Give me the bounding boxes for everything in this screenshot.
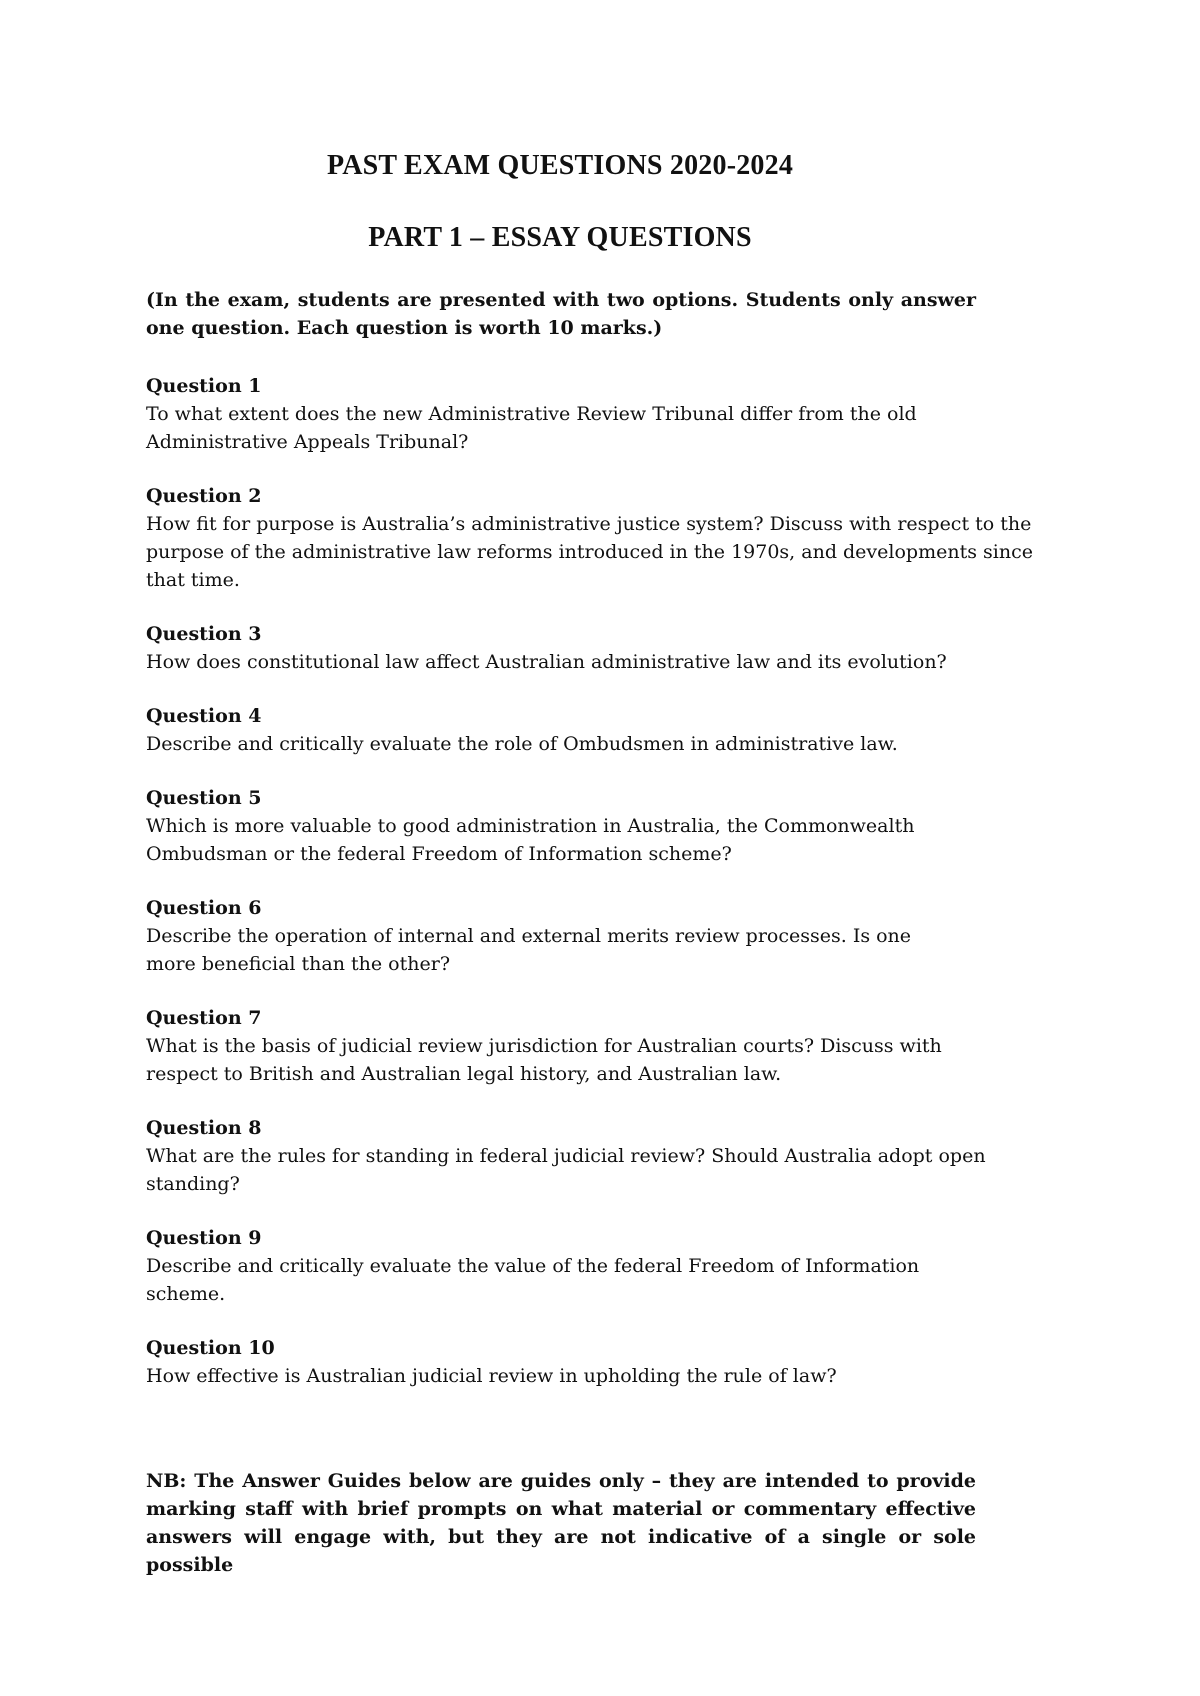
- page-title: PAST EXAM QUESTIONS 2020-2024: [326, 150, 794, 181]
- question-text: How effective is Australian judicial review in upholding the rule of law?: [146, 1365, 837, 1387]
- question-heading: Question 1: [146, 375, 262, 397]
- part-heading: PART 1 – ESSAY QUESTIONS: [368, 222, 752, 253]
- question-text: How fit for purpose is Australia’s administrative justice system? Discuss with respect to the purpose of the administrative law reforms introduced in the 1970s, and developments since that time.: [146, 513, 1033, 591]
- question-item-4: [146, 702, 1076, 758]
- question-heading: Question 7: [146, 1007, 262, 1029]
- question-text: Describe and critically evaluate the role of Ombudsmen in administrative law.: [146, 733, 898, 755]
- question-text: Describe and critically evaluate the value of the federal Freedom of Information scheme.: [146, 1255, 920, 1305]
- question-list: [146, 372, 1076, 1416]
- question-heading: Question 3: [146, 623, 262, 645]
- question-text: How does constitutional law affect Australian administrative law and its evolution?: [146, 651, 947, 673]
- question-item-7: [146, 1004, 1076, 1088]
- question-heading: Question 8: [146, 1117, 262, 1139]
- question-item-8: [146, 1114, 1076, 1198]
- question-item-5: [146, 784, 1076, 868]
- question-text: Which is more valuable to good administration in Australia, the Commonwealth Ombudsman or the federal Freedom of Information scheme?: [146, 815, 915, 865]
- question-item-9: [146, 1224, 1076, 1308]
- answer-guide-note: NB: The Answer Guides below are guides only – they are intended to provide marking staff with brief prompts on what material or commentary effective answers will engage with, but they are not indicative of a single or sole possible: [146, 1470, 976, 1576]
- question-text: What is the basis of judicial review jurisdiction for Australian courts? Discuss with respect to British and Australian legal history, and Australian law.: [146, 1035, 942, 1085]
- question-item-1: [146, 372, 1076, 456]
- question-text: To what extent does the new Administrative Review Tribunal differ from the old Administrative Appeals Tribunal?: [146, 403, 917, 453]
- question-text: Describe the operation of internal and external merits review processes. Is one more beneficial than the other?: [146, 925, 912, 975]
- question-item-2: [146, 482, 1076, 594]
- question-heading: Question 2: [146, 485, 262, 507]
- question-heading: Question 6: [146, 897, 262, 919]
- question-heading: Question 5: [146, 787, 262, 809]
- question-item-3: [146, 620, 1076, 676]
- question-text: What are the rules for standing in federal judicial review? Should Australia adopt open standing?: [146, 1145, 986, 1195]
- question-heading: Question 10: [146, 1337, 275, 1359]
- intro-note: (In the exam, students are presented with two options. Students only answer one question. Each question is worth 10 marks.): [146, 289, 976, 339]
- question-heading: Question 9: [146, 1227, 262, 1249]
- question-item-6: [146, 894, 1076, 978]
- question-item-10: [146, 1334, 1076, 1390]
- question-heading: Question 4: [146, 705, 262, 727]
